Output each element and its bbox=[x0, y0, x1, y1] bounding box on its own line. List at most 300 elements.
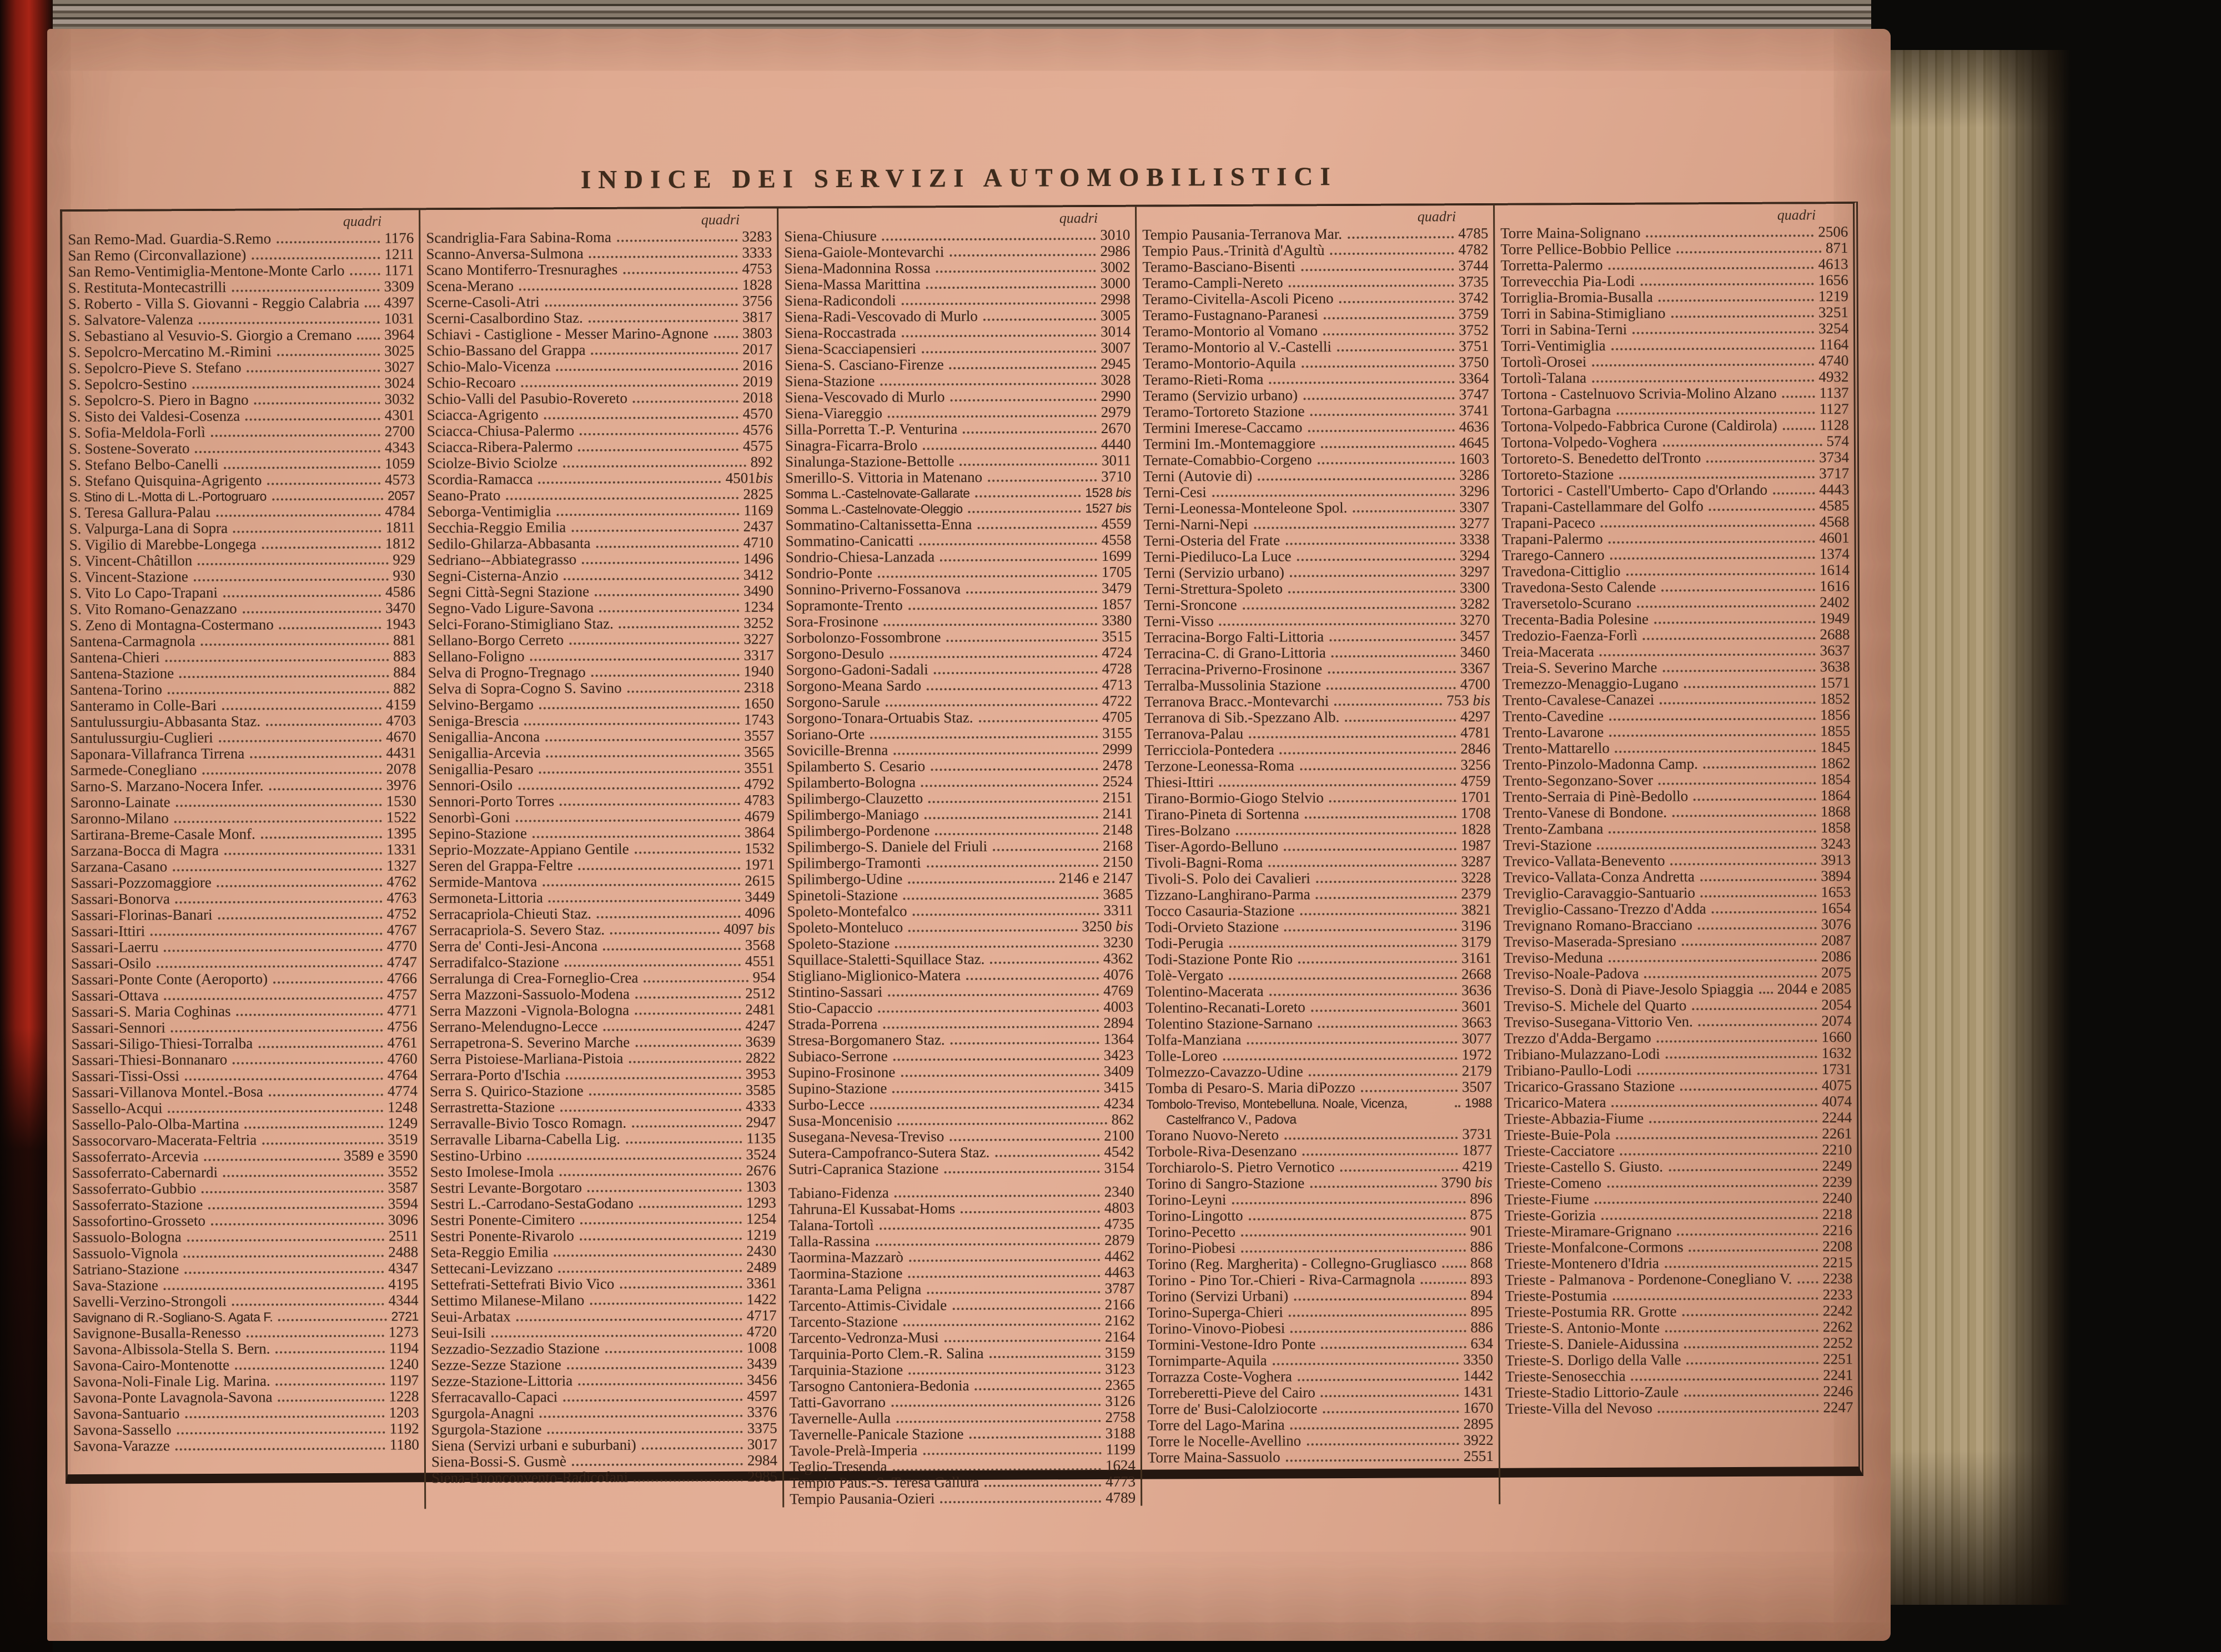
route-name: Subiaco-Serrone bbox=[787, 1047, 888, 1065]
route-name: Talana-Tortolì bbox=[788, 1216, 874, 1234]
index-entry bbox=[787, 951, 1133, 968]
index-column-4 bbox=[1137, 205, 1500, 1506]
route-name: S. Sepolcro-Mercatino M.-Rimini bbox=[68, 343, 272, 361]
route-name: Sassari-Ottava bbox=[71, 987, 159, 1005]
quadro-number: 1234 bbox=[743, 598, 774, 615]
route-name: Treviso-Noale-Padova bbox=[1504, 965, 1639, 982]
index-entry bbox=[785, 324, 1130, 342]
route-name: Siena-Stazione bbox=[785, 372, 875, 390]
dot-leader bbox=[269, 788, 381, 791]
dot-leader bbox=[946, 639, 1097, 642]
index-entry bbox=[427, 438, 773, 456]
quadro-number: 3864 bbox=[744, 824, 775, 841]
quadro-number: 1303 bbox=[746, 1178, 776, 1195]
quadro-number: 901 bbox=[1470, 1222, 1493, 1239]
route-name: Treviglio-Caravaggio-Santuario bbox=[1503, 884, 1695, 902]
route-name: Trieste-Postumia bbox=[1505, 1287, 1607, 1304]
index-entry bbox=[1145, 773, 1491, 791]
dot-leader bbox=[589, 1093, 741, 1096]
route-name: Treviso-Maserada-Spresiano bbox=[1503, 932, 1676, 950]
dot-leader bbox=[491, 1334, 742, 1338]
route-name: Scandriglia-Fara Sabina-Roma bbox=[426, 228, 612, 247]
index-entry bbox=[70, 680, 416, 698]
quadro-number: 4247 bbox=[745, 1017, 776, 1034]
route-name: Squillace-Staletti-Squillace Staz. bbox=[787, 950, 985, 968]
index-entry bbox=[1501, 498, 1849, 515]
index-entry bbox=[1145, 934, 1491, 952]
quadro-number: 1858 bbox=[1820, 819, 1851, 836]
dot-leader bbox=[564, 578, 739, 580]
dot-leader bbox=[870, 736, 1098, 739]
route-name: Santulussurgiu-Cuglieri bbox=[70, 729, 213, 747]
index-entry bbox=[1505, 1222, 1852, 1240]
route-name: Sennori-Osilo bbox=[428, 776, 513, 794]
dot-leader bbox=[589, 255, 738, 258]
quadro-number: 4756 bbox=[387, 1018, 418, 1035]
index-entry bbox=[426, 245, 772, 263]
quadro-number: 4463 bbox=[1104, 1263, 1135, 1281]
dot-leader bbox=[632, 1125, 741, 1128]
route-name: Terranova Bracc.-Montevarchi bbox=[1144, 692, 1329, 710]
index-entry bbox=[428, 535, 773, 553]
index-entry bbox=[1501, 369, 1848, 386]
dot-leader bbox=[627, 690, 740, 693]
route-name: Sinagra-Ficarra-Brolo bbox=[785, 436, 918, 454]
index-entry bbox=[789, 1313, 1135, 1330]
quadro-number: 4703 bbox=[386, 712, 416, 729]
quadro-number: 886 bbox=[1470, 1318, 1493, 1336]
quadro-number: 1877 bbox=[1462, 1141, 1493, 1159]
quadro-number: 2057 bbox=[388, 488, 415, 503]
quadro-number: 2979 bbox=[1101, 403, 1131, 420]
index-entry bbox=[72, 1035, 418, 1052]
index-entry bbox=[428, 551, 773, 569]
index-entry bbox=[72, 1099, 418, 1117]
route-name: Tarcento-Stazione bbox=[788, 1313, 898, 1330]
quadro-number: 1273 bbox=[388, 1323, 419, 1340]
route-name: Trieste-Senosecchia bbox=[1505, 1367, 1626, 1385]
route-name: Trieste-Cacciatore bbox=[1504, 1142, 1615, 1159]
index-entry bbox=[1144, 596, 1490, 614]
dot-leader bbox=[951, 1042, 1099, 1045]
dot-leader bbox=[1223, 1057, 1457, 1061]
quadro-number: 883 bbox=[393, 647, 416, 665]
quadro-number: 3011 bbox=[1101, 451, 1132, 469]
dot-leader bbox=[898, 1122, 1107, 1126]
dot-leader bbox=[1324, 317, 1454, 319]
quadro-number: 2688 bbox=[1820, 626, 1850, 643]
index-entry bbox=[72, 1228, 418, 1246]
quadro-number: 3817 bbox=[742, 308, 772, 325]
dot-leader bbox=[1601, 524, 1815, 528]
index-entry bbox=[1147, 1223, 1493, 1241]
dot-leader bbox=[204, 1158, 339, 1161]
quadro-number: 4764 bbox=[387, 1066, 418, 1083]
dot-leader bbox=[1300, 767, 1456, 770]
dot-leader bbox=[927, 1291, 1100, 1294]
route-name: Tarcento-Attimis-Cividale bbox=[788, 1297, 947, 1314]
route-name: S. Sisto dei Valdesi-Cosenza bbox=[68, 407, 240, 425]
quadro-number: 2044 e 2085 bbox=[1777, 980, 1852, 997]
route-name: Siena-Radi-Vescovado di Murlo bbox=[784, 307, 978, 325]
index-entry bbox=[429, 986, 775, 1003]
quadro-number: 1199 bbox=[1106, 1440, 1135, 1458]
quadro-number: 2246 bbox=[1823, 1383, 1853, 1400]
index-entry bbox=[426, 229, 772, 247]
quadro-number: 3803 bbox=[742, 324, 773, 342]
dot-leader bbox=[1455, 1105, 1460, 1107]
quadro-number: 4767 bbox=[386, 921, 417, 938]
index-entry bbox=[1503, 723, 1850, 741]
route-name: Torano Nuovo-Nereto bbox=[1146, 1126, 1279, 1144]
index-entry bbox=[429, 857, 775, 875]
index-entry bbox=[786, 612, 1132, 630]
dot-leader bbox=[1665, 1329, 1818, 1332]
quadro-number: 4774 bbox=[387, 1082, 418, 1099]
quadro-number: 3744 bbox=[1458, 257, 1489, 274]
route-name: Tortona - Castelnuovo Scrivia-Molino Alzano bbox=[1501, 384, 1777, 403]
quadro-number: 4586 bbox=[385, 583, 416, 600]
index-entry bbox=[1148, 1448, 1494, 1466]
quadro-number: 1254 bbox=[746, 1210, 777, 1227]
route-name: Tempio Pausania-Terranova Mar. bbox=[1142, 225, 1343, 243]
dot-leader bbox=[1348, 236, 1454, 239]
index-entry bbox=[72, 1147, 418, 1165]
quadro-number: 1812 bbox=[385, 535, 415, 552]
dot-leader bbox=[554, 1254, 742, 1257]
route-name: Sassofortino-Grosseto bbox=[72, 1212, 206, 1230]
route-name: Tredozio-Faenza-Forlì bbox=[1502, 626, 1637, 644]
route-name: S. Vigilio di Marebbe-Longega bbox=[69, 535, 257, 554]
dot-leader bbox=[247, 1335, 384, 1338]
quadro-number: 4343 bbox=[384, 439, 415, 456]
dot-leader bbox=[882, 238, 1096, 241]
quadro-number: 3636 bbox=[1461, 981, 1492, 999]
route-name: Terracina-C. di Grano-Littoria bbox=[1144, 644, 1326, 662]
quadro-number: 1731 bbox=[1821, 1061, 1852, 1078]
dot-leader bbox=[250, 756, 381, 759]
quadro-number: 3752 bbox=[1458, 321, 1489, 339]
quadro-number: 2240 bbox=[1822, 1189, 1852, 1207]
dot-leader bbox=[1609, 830, 1816, 833]
dot-leader bbox=[1643, 637, 1816, 640]
index-entry bbox=[1500, 224, 1848, 242]
quadro-number: 1943 bbox=[385, 615, 416, 632]
route-name: Torino - Pino Tor.-Chieri - Riva-Carmagnola bbox=[1147, 1271, 1415, 1289]
route-name: Torbole-Riva-Desenzano bbox=[1146, 1142, 1297, 1160]
dot-leader bbox=[1620, 1152, 1818, 1156]
quadro-number: 3751 bbox=[1459, 337, 1489, 355]
route-name: Sferracavallo-Capaci bbox=[431, 1388, 558, 1406]
quadro-number: 1248 bbox=[388, 1098, 418, 1116]
route-name: Sarzana-Casano bbox=[71, 858, 168, 876]
dot-leader bbox=[556, 368, 738, 371]
dot-leader bbox=[1300, 912, 1456, 915]
quadro-number: 2150 bbox=[1103, 853, 1133, 870]
index-entry bbox=[1503, 836, 1851, 853]
route-name: Taormina-Stazione bbox=[788, 1264, 903, 1282]
quadro-number: 753 bis bbox=[1446, 691, 1491, 709]
dot-leader bbox=[1284, 848, 1456, 851]
quadro-number: 4757 bbox=[387, 986, 418, 1003]
dot-leader bbox=[1280, 751, 1456, 754]
dot-leader bbox=[1687, 1362, 1819, 1364]
quadro-number: 3759 bbox=[1458, 305, 1489, 323]
route-name: Scordia-Ramacca bbox=[427, 470, 533, 488]
dot-leader bbox=[1340, 1169, 1458, 1172]
quadro-number: 3317 bbox=[743, 646, 774, 664]
dot-leader bbox=[1307, 1443, 1459, 1445]
route-name: Taranta-Lama Peligna bbox=[788, 1281, 922, 1298]
dot-leader bbox=[896, 1420, 1101, 1423]
dot-leader bbox=[617, 239, 737, 242]
dot-leader bbox=[635, 851, 740, 854]
index-entry bbox=[429, 825, 775, 842]
index-entry bbox=[1501, 385, 1848, 403]
quadro-number: 3027 bbox=[384, 358, 415, 375]
dot-leader bbox=[1219, 622, 1456, 626]
route-name: Torino (Servizi Urbani) bbox=[1147, 1287, 1289, 1305]
route-name: Savelli-Verzino-Strongoli bbox=[72, 1292, 227, 1310]
dot-leader bbox=[184, 1271, 384, 1274]
index-column-5 bbox=[1495, 204, 1858, 1504]
route-name: Trieste-S. Daniele-Aidussina bbox=[1505, 1335, 1679, 1353]
route-name: Spilamberto-Bologna bbox=[786, 774, 916, 791]
dot-leader bbox=[961, 1211, 1100, 1213]
dot-leader bbox=[1249, 735, 1456, 739]
quadro-number: 1249 bbox=[388, 1114, 418, 1132]
dot-leader bbox=[1310, 413, 1455, 416]
quadro-number: 3287 bbox=[1461, 852, 1491, 870]
quadro-number: 1422 bbox=[746, 1291, 777, 1308]
dot-leader bbox=[254, 402, 380, 405]
quadro-number: 4159 bbox=[385, 696, 416, 713]
route-name: Sestri Ponente-Rivarolo bbox=[430, 1227, 574, 1245]
dot-leader bbox=[258, 1046, 383, 1048]
route-name: Siena-Madonnina Rossa bbox=[784, 259, 931, 277]
quadro-number: 2162 bbox=[1104, 1312, 1135, 1329]
route-name: Senigallia-Pesaro bbox=[428, 760, 534, 778]
route-name: Secchia-Reggio Emilia bbox=[427, 519, 566, 536]
index-entry bbox=[68, 294, 414, 312]
quadro-number: 1128 bbox=[1819, 416, 1849, 434]
index-entry bbox=[1504, 1029, 1852, 1047]
quadro-number: 1828 bbox=[1460, 820, 1491, 838]
index-entry bbox=[73, 1292, 419, 1310]
quadro-number: 1705 bbox=[1101, 563, 1132, 580]
index-entry bbox=[72, 1212, 418, 1229]
quadro-number: 1219 bbox=[746, 1226, 777, 1243]
index-entry bbox=[1503, 787, 1851, 805]
quadro-number: 3228 bbox=[1461, 868, 1491, 886]
index-entry bbox=[72, 1051, 418, 1068]
route-name: Savona-Albissola-Stella S. Bern. bbox=[72, 1340, 270, 1358]
index-entry bbox=[68, 359, 414, 376]
route-name: Siena-Buonconvento-Radicofani bbox=[431, 1468, 629, 1487]
quadro-number: 1395 bbox=[386, 825, 417, 842]
index-entry bbox=[1505, 1319, 1853, 1337]
route-name: Tarsogno Cantoniera-Bedonia bbox=[789, 1377, 969, 1395]
index-entry bbox=[70, 745, 416, 762]
route-name: Serravalle Libarna-Cabella Lig. bbox=[430, 1130, 621, 1148]
quadro-number: 892 bbox=[750, 453, 773, 470]
dot-leader bbox=[1612, 1297, 1818, 1300]
quadro-number: 4783 bbox=[744, 791, 775, 809]
route-name: Satriano-Stazione bbox=[72, 1261, 179, 1278]
index-entry bbox=[71, 809, 416, 827]
dot-leader bbox=[1609, 959, 1817, 962]
route-name: Terni-Osteria del Frate bbox=[1143, 531, 1280, 549]
index-entry bbox=[69, 584, 415, 601]
dot-leader bbox=[1229, 945, 1456, 948]
index-entry bbox=[1505, 1367, 1853, 1385]
quadro-number: 2239 bbox=[1822, 1173, 1852, 1191]
index-entry bbox=[1145, 837, 1491, 855]
dot-leader bbox=[596, 545, 739, 548]
quadro-number: 3953 bbox=[745, 1065, 776, 1082]
route-name: Segni-Cisterna-Anzio bbox=[427, 567, 559, 585]
index-entry bbox=[788, 1264, 1134, 1282]
dot-leader bbox=[184, 1255, 384, 1258]
dot-leader bbox=[893, 752, 1098, 755]
route-name: Saronno-Milano bbox=[70, 810, 169, 827]
index-entry bbox=[1145, 998, 1491, 1016]
index-entry bbox=[787, 870, 1133, 888]
index-entry bbox=[787, 902, 1133, 920]
dot-leader bbox=[1297, 558, 1455, 561]
route-name: Trevico-Vallata-Benevento bbox=[1503, 852, 1665, 870]
quadro-number: 4443 bbox=[1819, 481, 1850, 498]
dot-leader bbox=[1699, 1023, 1817, 1026]
quadro-number: 4501bis bbox=[725, 469, 773, 486]
quadro-number: 4585 bbox=[1819, 497, 1850, 514]
dot-leader bbox=[164, 949, 383, 952]
route-name: Trento-Vanese di Bondone. bbox=[1503, 804, 1667, 821]
quadro-number: 1624 bbox=[1105, 1457, 1136, 1474]
dot-leader bbox=[1616, 411, 1815, 415]
route-name: Trento-Segonzano-Sover bbox=[1503, 771, 1654, 789]
route-name: Siena-Massa Marittina bbox=[784, 275, 921, 293]
index-entry bbox=[1145, 950, 1491, 968]
index-entry bbox=[1145, 789, 1491, 807]
index-entry bbox=[1147, 1352, 1493, 1369]
dot-leader bbox=[516, 1318, 742, 1322]
quadro-number: 2019 bbox=[742, 373, 773, 390]
quadro-number: 3364 bbox=[1459, 369, 1489, 387]
route-name: Trevi-Stazione bbox=[1503, 836, 1592, 853]
index-entry bbox=[786, 596, 1132, 614]
quadro-number: 3311 bbox=[1103, 901, 1133, 918]
route-name: Serracapriola-S. Severo Staz. bbox=[429, 921, 605, 939]
dot-leader bbox=[1671, 315, 1814, 318]
route-name: Seui-Isili bbox=[430, 1324, 486, 1342]
quadro-number: 3585 bbox=[745, 1081, 776, 1098]
route-name: Trieste-Monfalcone-Cormons bbox=[1505, 1238, 1684, 1256]
quadro-number: 4597 bbox=[747, 1387, 777, 1404]
quadro-number: 2244 bbox=[1822, 1109, 1852, 1126]
route-name: Sassari-Florinas-Banari bbox=[71, 906, 213, 924]
dot-leader bbox=[245, 1126, 384, 1129]
index-entry bbox=[787, 854, 1133, 872]
index-entry bbox=[428, 599, 773, 617]
dot-leader bbox=[578, 1383, 742, 1385]
route-name: Trieste-Postumia RR. Grotte bbox=[1505, 1303, 1677, 1320]
route-name: Tavernelle-Aulla bbox=[789, 1409, 891, 1427]
route-name: Sorgono-Sarule bbox=[786, 693, 881, 711]
index-entry bbox=[1502, 594, 1850, 612]
dot-leader bbox=[580, 1238, 742, 1241]
dot-leader bbox=[559, 1270, 742, 1273]
index-entry bbox=[71, 873, 416, 891]
dot-leader bbox=[1658, 1410, 1819, 1413]
index-entry bbox=[1505, 1335, 1853, 1353]
route-name: Termini Im.-Montemaggiore bbox=[1143, 435, 1316, 453]
dot-leader bbox=[978, 526, 1097, 529]
quadro-number: 2984 bbox=[747, 1452, 777, 1469]
dot-leader bbox=[635, 1012, 741, 1015]
quadro-number: 3409 bbox=[1103, 1062, 1134, 1079]
route-name: Santena-Chieri bbox=[69, 649, 160, 666]
quadro-number: 3913 bbox=[1821, 851, 1851, 868]
index-entry bbox=[1501, 449, 1849, 467]
dot-leader bbox=[1609, 734, 1816, 737]
quadro-number: 881 bbox=[393, 631, 416, 649]
index-entry bbox=[1147, 1335, 1493, 1353]
index-entry bbox=[429, 792, 775, 810]
route-name: Savona-Ponte Lavagnola-Savona bbox=[73, 1388, 273, 1407]
route-name: Trento-Zambana bbox=[1503, 820, 1604, 837]
index-entry bbox=[73, 1308, 419, 1325]
route-name: Teglio-Tresenda bbox=[789, 1458, 887, 1475]
route-name: Teramo-Tortoreto Stazione bbox=[1143, 403, 1305, 420]
route-name: Trieste-Gorizia bbox=[1504, 1207, 1596, 1224]
index-entry bbox=[786, 757, 1132, 775]
route-name: Stresa-Borgomanero Staz. bbox=[787, 1031, 945, 1049]
quadro-number: 4747 bbox=[386, 953, 418, 971]
dot-leader bbox=[883, 1026, 1099, 1029]
quadro-number: 3076 bbox=[1821, 916, 1851, 933]
route-name: Spilimbergo-Pordenone bbox=[786, 822, 930, 840]
dot-leader bbox=[1640, 283, 1813, 285]
index-entry bbox=[431, 1372, 777, 1390]
dot-leader bbox=[175, 901, 383, 904]
quadro-number: 4347 bbox=[388, 1259, 419, 1277]
route-name: Terricciola-Pontedera bbox=[1144, 741, 1274, 759]
dot-leader bbox=[208, 1207, 384, 1209]
quadro-number: 3415 bbox=[1103, 1078, 1134, 1096]
index-entry bbox=[1504, 1045, 1852, 1063]
dot-leader bbox=[924, 816, 1098, 819]
index-entry bbox=[788, 1128, 1134, 1146]
quadro-number: 1176 bbox=[384, 229, 414, 247]
dot-leader bbox=[1212, 494, 1455, 497]
index-entry bbox=[69, 616, 415, 634]
dot-leader bbox=[605, 1350, 742, 1353]
quadro-number: 4803 bbox=[1104, 1199, 1134, 1216]
dot-leader bbox=[1305, 816, 1456, 819]
quadro-number: 2947 bbox=[746, 1113, 776, 1131]
index-entry bbox=[430, 1259, 776, 1277]
dot-leader bbox=[1284, 1137, 1458, 1139]
dot-leader bbox=[233, 530, 381, 533]
quadro-number: 1180 bbox=[389, 1436, 419, 1453]
quadro-number: 896 bbox=[1470, 1189, 1493, 1207]
route-name: Sesto Imolese-Imola bbox=[430, 1163, 554, 1181]
route-name: Sorgono-Meana Sardo bbox=[786, 677, 922, 695]
dot-leader bbox=[1285, 542, 1455, 545]
quadro-number: 1857 bbox=[1102, 595, 1132, 612]
route-name: Stigliano-Miglionico-Matera bbox=[787, 967, 961, 985]
